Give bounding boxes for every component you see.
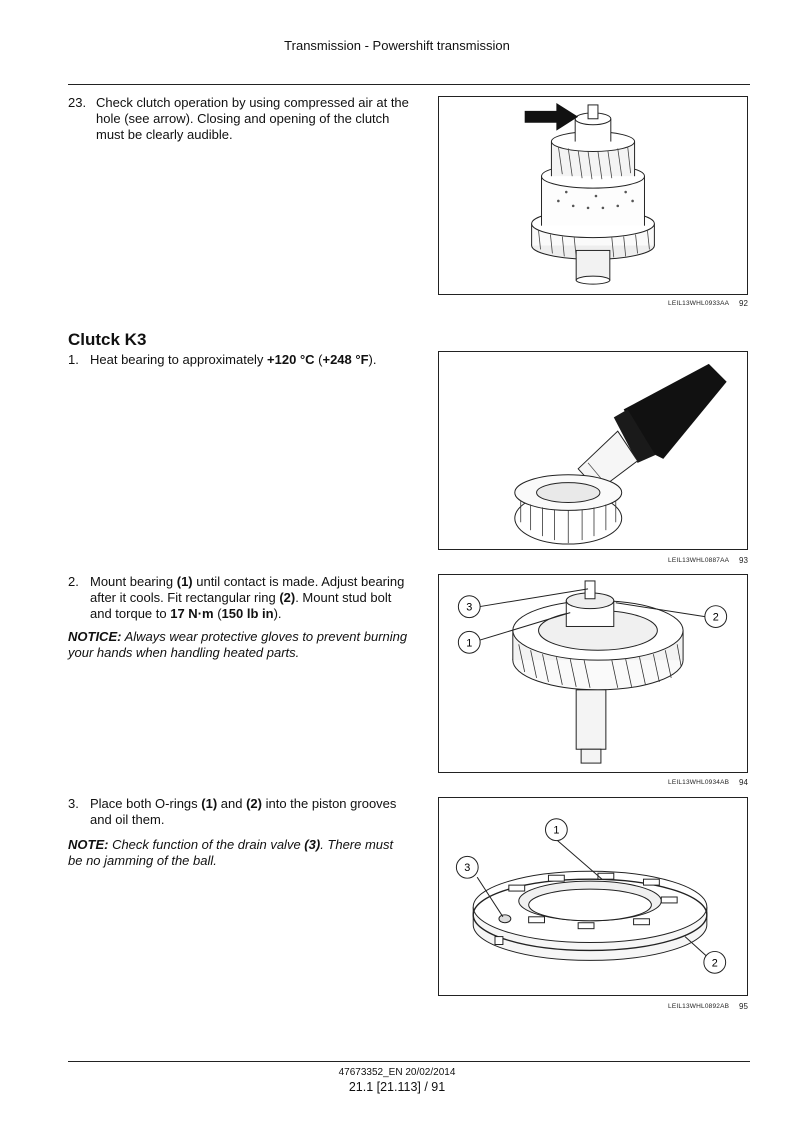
step-text-part: Heat bearing to approximately: [90, 352, 268, 367]
callout-3-label: 3: [464, 862, 471, 875]
step-text-part: into the piston grooves and oil them.: [90, 796, 397, 827]
figure-93-code: LEIL13WHL0887AA: [668, 557, 730, 564]
note-text-part: . There must be no jamming of the ball.: [68, 837, 394, 868]
step-number: 23.: [68, 95, 87, 110]
torque-imperial: 150 lb in: [221, 606, 274, 621]
figure-93: [438, 351, 748, 550]
temp-celsius: +120 °C: [267, 352, 315, 367]
gear-shaft-illustration: [439, 575, 747, 772]
notice-label: NOTICE:: [68, 629, 122, 644]
step-text-part: Place both O-rings: [90, 796, 202, 811]
callout-2-label: 2: [712, 611, 719, 624]
ref-1: (1): [176, 574, 193, 589]
figure-92: [438, 96, 748, 295]
note-label: NOTE:: [68, 837, 109, 852]
step-text-part: . Mount stud bolt and torque to: [90, 590, 392, 621]
notice-text: Always wear protective gloves to prevent burning your hands when handling heated parts.: [68, 629, 408, 660]
note-text-part: Check function of the drain valve: [108, 837, 305, 852]
step-number: 2.: [68, 574, 79, 589]
footer-rule: [68, 1061, 750, 1062]
clutch-assembly-illustration: [439, 97, 747, 294]
callout-3-label: 3: [466, 601, 473, 614]
step-text: [68, 352, 410, 368]
figure-95: [438, 797, 748, 996]
step-text: [68, 574, 410, 622]
step-text: Check clutch operation by using compressed air at the hole (see arrow). Closing and opening of the clutch must be clearly audible.: [96, 95, 409, 142]
step-text-part: until contact is made. Adjust bearing after it cools. Fit rectangular ring: [90, 574, 405, 605]
ref-2: (2): [279, 590, 296, 605]
step-3: [68, 796, 410, 828]
ref-1: (1): [201, 796, 218, 811]
footer-page-number: 21.1 [21.113] / 91: [348, 1080, 446, 1094]
step-text-part: (: [213, 606, 222, 621]
figure-94-number: 94: [739, 778, 748, 787]
page-header-title: Transmission - Powershift transmission: [284, 38, 510, 53]
air-arrow-icon: [525, 103, 578, 131]
torque-metric: 17 N·m: [170, 606, 214, 621]
figure-95-number: 95: [739, 1002, 748, 1011]
step-2: [68, 574, 410, 622]
figure-95-code: LEIL13WHL0892AB: [668, 1003, 730, 1010]
header-rule: [68, 84, 750, 85]
notice: [68, 629, 410, 661]
section-title: Clutck K3: [68, 330, 147, 349]
step-text-part: ).: [273, 606, 282, 621]
step-text-part: Mount bearing: [90, 574, 177, 589]
figure-94: [438, 574, 748, 773]
step-1: [68, 352, 410, 368]
figure-93-number: 93: [739, 556, 748, 565]
step-text-part: and: [217, 796, 247, 811]
ref-3: (3): [304, 837, 321, 852]
footer-doc-id: 47673352_EN 20/02/2014: [338, 1067, 456, 1078]
piston-illustration: [439, 798, 747, 995]
figure-92-number: 92: [739, 299, 748, 308]
figure-94-code: LEIL13WHL0934AB: [668, 779, 730, 786]
note: [68, 837, 410, 869]
callout-1-label: 1: [553, 824, 560, 837]
step-number: 3.: [68, 796, 79, 811]
step-number: 1.: [68, 352, 79, 367]
step-23: [68, 95, 410, 143]
figure-92-code: LEIL13WHL0933AA: [668, 300, 730, 307]
ref-2: (2): [246, 796, 262, 811]
callout-1-label: 1: [466, 637, 473, 650]
temp-fahrenheit: +248 °F: [322, 352, 369, 367]
step-text: [68, 796, 410, 828]
step-text-part: (: [314, 352, 323, 367]
callout-2-label: 2: [711, 957, 718, 970]
step-text-part: ).: [368, 352, 377, 367]
heat-gun-bearing-illustration: [439, 352, 747, 549]
